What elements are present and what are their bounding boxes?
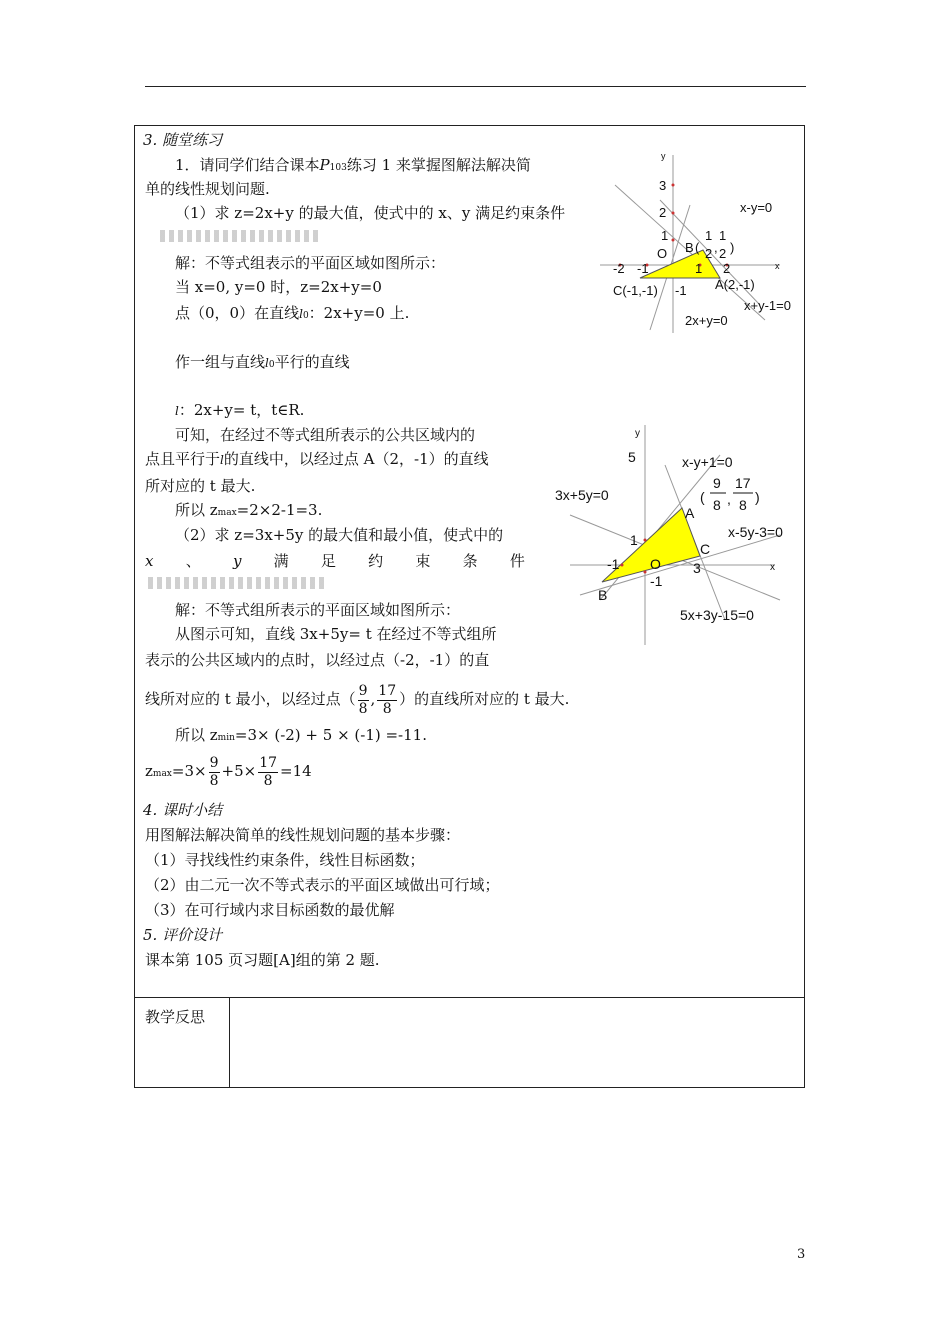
graph2-origin: O — [650, 556, 661, 572]
graph1-tick-neg1: -1 — [637, 261, 649, 276]
solution-1: 解：不等式组表示的平面区域如图所示： — [175, 254, 446, 272]
solution-1-result: 所以 zmax=2×2-1=3. — [175, 501, 323, 519]
graph1-point-b: B — [685, 240, 694, 255]
summary-step-1: （1）寻找线性约束条件，线性目标函数； — [145, 851, 425, 869]
graph2-frac-num1: 9 — [713, 475, 721, 491]
section4-title: 4. 课时小结 — [143, 801, 223, 819]
page-number: 3 — [797, 1247, 806, 1262]
graph1-label-2x+y: 2x+y=0 — [685, 313, 728, 328]
solution-1-line-6: 点且平行于l的直线中，以经过点 A（2，-1）的直线 — [145, 450, 489, 468]
reflection-label: 教学反思 — [145, 1008, 206, 1026]
solution-1-line-1: 当 x=0, y=0 时，z=2x+y=0 — [175, 278, 382, 296]
graph2-tick-neg1: -1 — [607, 556, 620, 572]
feasible-region-graph-2 — [550, 420, 800, 650]
graph2-x-label: x — [770, 562, 775, 573]
graph1-b-comma: , — [714, 240, 718, 255]
graph1-origin: O — [657, 246, 668, 261]
evaluation-text: 课本第 105 页习题[A]组的第 2 题. — [145, 951, 380, 969]
graph1-tick-y-neg1: -1 — [675, 283, 687, 298]
solution-2-line-2: 表示的公共区域内的点时，以经过点（-2，-1）的直 — [145, 651, 490, 669]
table-row-divider — [135, 997, 804, 998]
graph2-label-x-y+1: x-y+1=0 — [682, 454, 733, 470]
graph2-tick-5: 5 — [628, 449, 636, 465]
feasible-region-graph-1 — [595, 145, 805, 345]
practice-line-1: 1．请同学们结合课本P103练习 1 来掌握图解法解决简 — [175, 156, 531, 174]
graph2-tick-3: 3 — [693, 560, 701, 576]
section5-title: 5. 评价设计 — [143, 926, 223, 944]
question-2-continued: x 、 y 满 足 约 束 条 件 — [145, 552, 525, 570]
section3-title: 3. 随堂练习 — [143, 131, 223, 149]
graph1-tick-x2: 2 — [723, 261, 731, 276]
graph2-label-x-5y-3: x-5y-3=0 — [728, 524, 783, 540]
graph1-point-c: C(-1,-1) — [613, 283, 658, 298]
graph2-frac-den1: 8 — [713, 497, 721, 513]
graph1-b-frac-den1: 2 — [705, 246, 713, 261]
graph2-point-a: A — [685, 505, 695, 521]
graph1-point-a: A(2,-1) — [715, 277, 755, 292]
solution-1-line-5: 可知，在经过不等式组所表示的公共区域内的 — [175, 426, 476, 444]
graph1-b-paren2: ) — [730, 240, 735, 255]
practice-line-2: 单的线性规划问题. — [145, 180, 270, 198]
solution-2: 解：不等式组所表示的平面区域如图所示： — [175, 601, 461, 619]
graph2-label-5x+3y-15: 5x+3y-15=0 — [680, 607, 754, 623]
graph2-y-label: y — [635, 428, 640, 439]
graph1-tick-2: 2 — [659, 205, 667, 220]
graph2-lparen: ( — [700, 489, 705, 505]
graph2-frac-num2: 17 — [735, 475, 751, 491]
graph1-b-paren: ( — [695, 240, 700, 255]
summary-step-3: （3）在可行域内求目标函数的最优解 — [145, 901, 395, 919]
graph1-y-label: y — [661, 151, 666, 161]
graph2-point-c: C — [700, 541, 711, 557]
graph1-b-frac-num2: 1 — [719, 228, 727, 243]
header-rule — [145, 86, 806, 87]
graph2-frac-den2: 8 — [739, 497, 747, 513]
question-1: （1）求 z=2x+y 的最大值，使式中的 x、y 满足约束条件 — [175, 204, 566, 222]
graph1-tick-3: 3 — [659, 178, 667, 193]
solution-1-line-4: l：2x+y= t，t∈R. — [175, 401, 305, 419]
solution-2-max: zmax=3× $\frac{9}{8}$ +5× $\frac{17}{8}$ =14 — [145, 754, 312, 789]
solution-2-min: 所以 zmin=3× (-2) + 5 × (-1) =-11. — [175, 726, 427, 744]
summary-intro: 用图解法解决简单的线性规划问题的基本步骤： — [145, 826, 461, 844]
constraint-image-1 — [160, 230, 320, 242]
graph1-b-frac-num1: 1 — [705, 228, 713, 243]
solution-1-line-3: 作一组与直线l0平行的直线 — [175, 353, 350, 371]
graph1-b-frac-den2: 2 — [719, 246, 727, 261]
solution-2-line-1: 从图示可知，直线 3x+5y= t 在经过不等式组所 — [175, 625, 497, 643]
graph1-x-label: x — [775, 261, 780, 271]
graph2-point-b: B — [598, 587, 608, 603]
graph1-tick-1: 1 — [661, 228, 669, 243]
graph2-label-3x+5y: 3x+5y=0 — [555, 487, 609, 503]
table-col-divider — [229, 997, 230, 1088]
graph2-rparen: ) — [755, 489, 760, 505]
graph1-tick-x1: 1 — [695, 261, 703, 276]
graph1-label-x-y: x-y=0 — [740, 200, 773, 215]
graph1-tick-neg2: -2 — [613, 261, 625, 276]
question-2: （2）求 z=3x+5y 的最大值和最小值，使式中的 — [175, 526, 504, 544]
graph2-tick-1: 1 — [630, 532, 638, 548]
constraint-image-2 — [148, 577, 328, 589]
solution-1-line-2: 点（0，0）在直线l0：2x+y=0 上. — [175, 304, 410, 322]
solution-2-line-3: 线所对应的 t 最小，以经过点（ $\frac{9}{8}$ , $\frac{17}{8}$ ）的直线所对应的 t 最大. — [145, 682, 570, 717]
graph1-label-x+y-1: x+y-1=0 — [744, 298, 791, 313]
graph2-comma: , — [727, 491, 731, 507]
solution-1-line-7: 所对应的 t 最大. — [145, 477, 256, 495]
graph2-tick-y-neg1: -1 — [650, 573, 663, 589]
summary-step-2: （2）由二元一次不等式表示的平面区域做出可行域； — [145, 876, 500, 894]
